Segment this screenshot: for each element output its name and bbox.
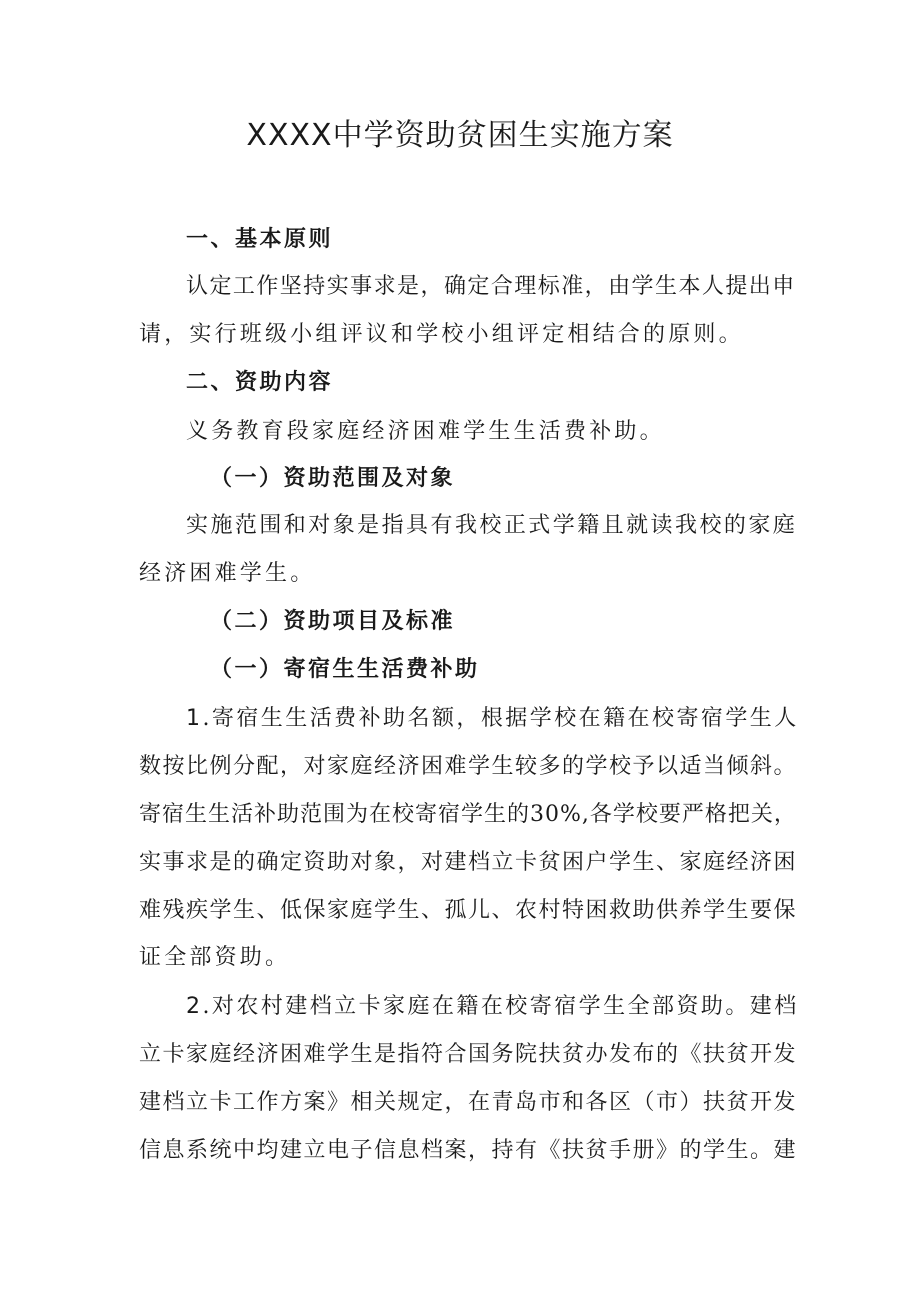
document-title: XXXX中学资助贫困生实施方案 [246,118,674,153]
list-item-2-line [186,992,799,1022]
paragraph-line: 信息系统中均建立电子信息档案，持有《扶贫手册》的学生。建 [139,1138,798,1163]
list-item-number: 2 [186,994,203,1019]
subsection-heading-scope: （一）资助范围及对象 [210,466,456,491]
paragraph-line: 寄宿生生活补助范围为在校寄宿学生的30%,各学校要严格把关， [139,802,797,827]
paragraph-line: 立卡家庭经济困难学生是指符合国务院扶贫办发布的《扶贫开发 [139,1042,798,1067]
list-item-number: 1 [186,706,203,731]
paragraph-line: 义务教育段家庭经济困难学生生活费补助。 [186,419,665,444]
subsection-heading-boarding-subsidy: （一）寄宿生生活费补助 [210,657,480,682]
paragraph-line: 证全部资助。 [139,945,291,970]
subsection-heading-projects: （二）资助项目及标准 [210,609,456,634]
list-item-text: .对农村建档立卡家庭在籍在校寄宿学生全部资助。建档 [202,994,799,1019]
list-item-1-line [186,704,799,734]
paragraph-line: 数按比例分配，对家庭经济困难学生较多的学校予以适当倾斜。 [139,754,798,779]
paragraph-line: 认定工作坚持实事求是，确定合理标准，由学生本人提出申 [186,274,796,299]
paragraph-line: 经济困难学生。 [139,561,316,586]
section-heading-aid-content: 二、资助内容 [186,370,334,395]
paragraph-line: 实施范围和对象是指具有我校正式学籍且就读我校的家庭 [186,513,798,538]
section-heading-basic-principles: 一、基本原则 [186,227,334,252]
paragraph-line: 难残疾学生、低保家庭学生、孤儿、农村特困救助供养学生要保 [139,898,798,923]
paragraph-line: 实事求是的确定资助对象，对建档立卡贫困户学生、家庭经济困 [139,850,798,875]
paragraph-line: 请，实行班级小组评议和学校小组评定相结合的原则。 [139,322,744,347]
paragraph-line: 建档立卡工作方案》相关规定，在青岛市和各区（市）扶贫开发 [139,1090,798,1115]
list-item-text: .寄宿生生活费补助名额，根据学校在籍在校寄宿学生人 [202,706,799,731]
